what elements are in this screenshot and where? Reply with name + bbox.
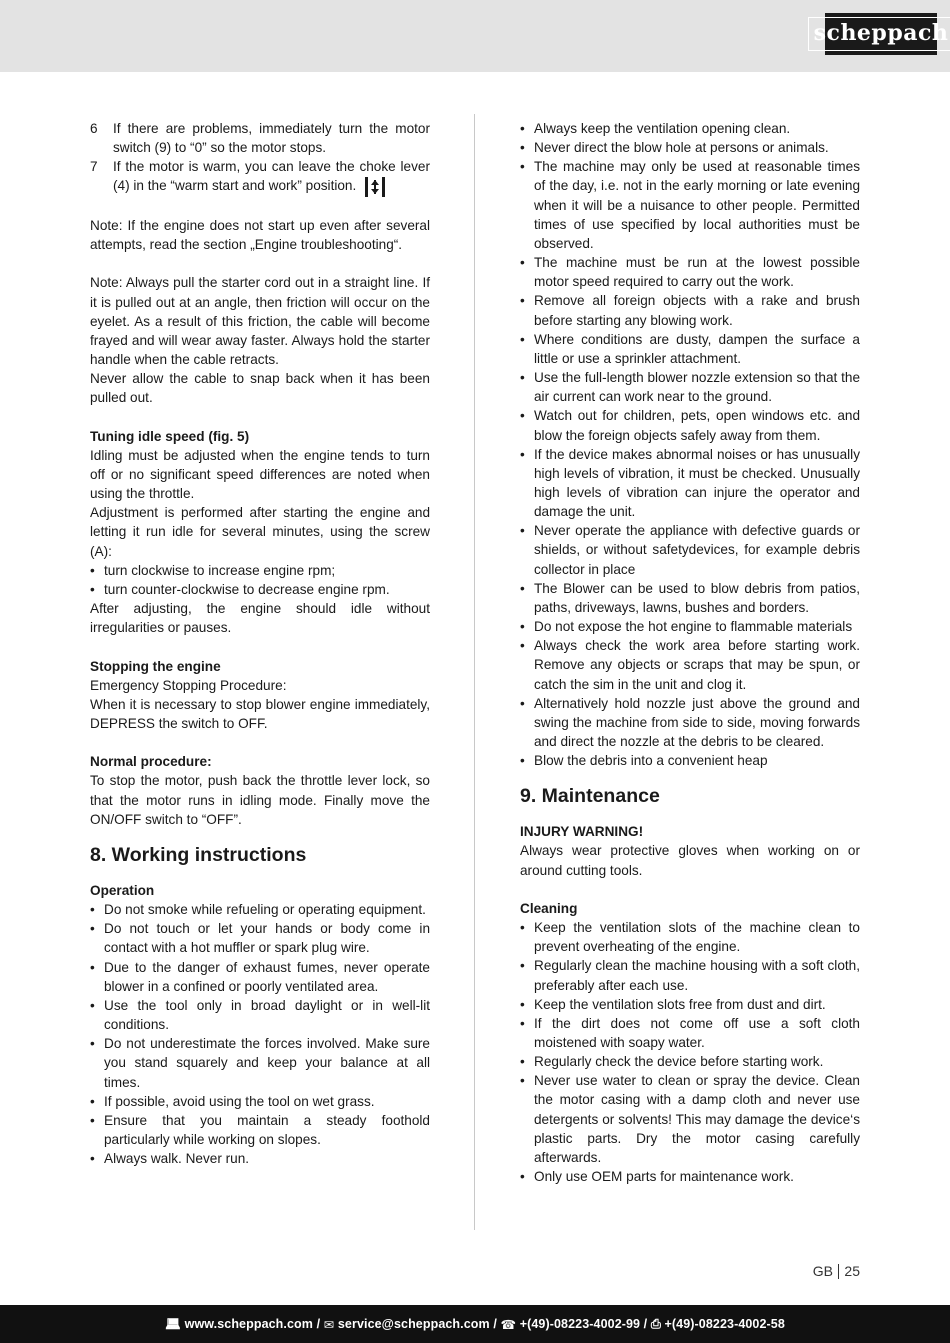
list-item: • Always keep the ventilation opening clean. bbox=[520, 119, 860, 138]
footer-phone: +(49)-08223-4002-99 bbox=[519, 1317, 641, 1331]
list-item: • Due to the danger of exhaust fumes, never operate blower in a confined or poorly ventilated area. bbox=[90, 958, 430, 996]
idle-paragraph: Adjustment is performed after starting the engine and letting it run idle for several minutes, using the screw (A): bbox=[90, 505, 430, 559]
footer-fax: +(49)-08223-4002-58 bbox=[664, 1317, 785, 1331]
step-number: 7 bbox=[90, 159, 98, 175]
idle-paragraph: After adjusting, the engine should idle without irregularities or pauses. bbox=[90, 601, 430, 636]
list-item: • Ensure that you maintain a steady foothold particularly while working on slopes. bbox=[90, 1111, 430, 1149]
list-item: • Do not expose the hot engine to flammable materials bbox=[520, 617, 860, 636]
step-text: If the motor is warm, you can leave the choke lever (4) in the “warm start and work” position. bbox=[113, 159, 430, 194]
cleaning-heading: Cleaning bbox=[520, 900, 578, 916]
step-item bbox=[90, 119, 430, 157]
idle-list bbox=[90, 561, 430, 599]
normal-procedure-heading: Normal procedure: bbox=[90, 754, 212, 770]
list-item: • Never use water to clean or spray the device. Clean the motor casing with a damp cloth and never use detergents or solvents! This may damage the device‘s plastic parts. Dry the motor casing carefully afterwards. bbox=[520, 1071, 860, 1167]
note-paragraph: Never allow the cable to snap back when it has been pulled out. bbox=[90, 371, 430, 406]
list-item: • Only use OEM parts for maintenance work. bbox=[520, 1167, 860, 1186]
list-item: • Never direct the blow hole at persons or animals. bbox=[520, 138, 860, 157]
footer-bar bbox=[0, 1305, 950, 1343]
operation-heading: Operation bbox=[90, 882, 155, 898]
list-item: • Do not smoke while refueling or operating equipment. bbox=[90, 900, 430, 919]
note-paragraph: Note: If the engine does not start up even after several attempts, read the section „Engine troubleshooting“. bbox=[90, 218, 430, 253]
idle-paragraph: Idling must be adjusted when the engine tends to turn off or no significant speed differences are noted when using the throttle. bbox=[90, 447, 430, 502]
footer-email[interactable]: service@scheppach.com bbox=[337, 1317, 490, 1331]
list-item: • Where conditions are dusty, dampen the surface a little or use a sprinkler attachment. bbox=[520, 330, 860, 368]
cleaning-list bbox=[520, 918, 860, 1186]
footer-separator: / bbox=[313, 1317, 324, 1331]
section-9-title: 9. Maintenance bbox=[520, 785, 660, 808]
choke-warm-start-icon bbox=[364, 177, 386, 197]
note-paragraph: Note: Always pull the starter cord out in a straight line. If it is pulled out at an angle, then friction will occur on the eyelet. As a result of this friction, the cable will become frayed and will wear away faster. Always hold the starter handle when the cable retracts. bbox=[90, 275, 430, 368]
list-item: • Use the full-length blower nozzle extension so that the air current can work near to the ground. bbox=[520, 368, 860, 406]
page-number-value: 25 bbox=[844, 1263, 860, 1279]
column-divider bbox=[474, 114, 475, 1230]
language-code: GB bbox=[812, 1263, 833, 1279]
list-item: • Keep the ventilation slots of the machine clean to prevent overheating of the engine. bbox=[520, 918, 860, 956]
list-item: • The machine must be run at the lowest possible motor speed required to carry out the work. bbox=[520, 253, 860, 291]
list-item: • If possible, avoid using the tool on wet grass. bbox=[90, 1092, 430, 1111]
idle-heading: Tuning idle speed (fig. 5) bbox=[90, 428, 250, 444]
list-item: • If the dirt does not come off use a soft cloth moistened with soapy water. bbox=[520, 1014, 860, 1052]
list-item: • Alternatively hold nozzle just above the ground and swing the machine from side to side, moving forwards and direct the nozzle at the debris to be cleared. bbox=[520, 694, 860, 751]
list-item: • Never operate the appliance with defective guards or shields, or without safetydevices, for example debris collector in place bbox=[520, 521, 860, 578]
list-item: • Use the tool only in broad daylight or in well-lit conditions. bbox=[90, 996, 430, 1034]
injury-warning-text: Always wear protective gloves when working on or around cutting tools. bbox=[520, 843, 860, 878]
list-item: • If the device makes abnormal noises or has unusually high levels of vibration, it must be checked. Unusually high levels of vibration can injure the operator and damage the unit. bbox=[520, 445, 860, 522]
list-item: • The machine may only be used at reasonable times of the day, i.e. not in the early morning or late evening when it will be a nuisance to other people. Permitted times of use specified by local authorities must be observed. bbox=[520, 157, 860, 253]
list-item: • Blow the debris into a convenient heap bbox=[520, 751, 860, 770]
injury-warning-heading: INJURY WARNING! bbox=[520, 824, 644, 840]
list-item: • turn counter-clockwise to decrease engine rpm. bbox=[90, 580, 430, 599]
list-item: • Always check the work area before starting work. Remove any objects or scraps that may be spun, or catch the sim in the unit and clog it. bbox=[520, 636, 860, 693]
logo-text: scheppach bbox=[808, 17, 950, 51]
operation-list bbox=[90, 900, 430, 1168]
list-item: • Regularly clean the machine housing with a soft cloth, preferably after each use. bbox=[520, 956, 860, 994]
footer-website[interactable]: www.scheppach.com bbox=[184, 1317, 313, 1331]
fax-icon: ⎙ bbox=[650, 1316, 665, 1331]
list-item: • turn clockwise to increase engine rpm; bbox=[90, 561, 430, 580]
stopping-paragraph: When it is necessary to stop blower engine immediately, DEPRESS the switch to OFF. bbox=[90, 696, 430, 732]
section-8-title: 8. Working instructions bbox=[90, 843, 307, 866]
step-text-wrap bbox=[113, 157, 430, 197]
list-item: • Do not underestimate the forces involved. Make sure you stand squarely and keep your balance at all times. bbox=[90, 1034, 430, 1091]
step-item bbox=[90, 157, 430, 197]
list-item: • Always walk. Never run. bbox=[90, 1149, 430, 1168]
list-item: • Remove all foreign objects with a rake and brush before starting any blowing work. bbox=[520, 291, 860, 329]
footer-separator: / bbox=[640, 1317, 651, 1331]
scheppach-logo bbox=[813, 13, 949, 55]
footer-separator: / bbox=[489, 1317, 501, 1331]
stopping-paragraph: Emergency Stopping Procedure: bbox=[90, 677, 287, 693]
list-item: • Regularly check the device before starting work. bbox=[520, 1052, 860, 1071]
stopping-heading: Stopping the engine bbox=[90, 658, 221, 674]
list-item: • Keep the ventilation slots free from dust and dirt. bbox=[520, 995, 860, 1014]
phone-icon: ☎ bbox=[500, 1317, 520, 1332]
page-number-separator bbox=[838, 1264, 840, 1279]
step-number: 6 bbox=[90, 121, 98, 136]
list-item: • Do not touch or let your hands or body come in contact with a hot muffler or spark plug wire. bbox=[90, 919, 430, 957]
mail-icon: ✉ bbox=[323, 1317, 338, 1332]
left-column bbox=[90, 119, 430, 1168]
normal-procedure-paragraph: To stop the motor, push back the throttle lever lock, so that the motor runs in idling mode. Finally move the ON/OFF switch to “OFF”. bbox=[90, 773, 430, 827]
list-item: • Watch out for children, pets, open windows etc. and blow the foreign objects safely away from them. bbox=[520, 406, 860, 444]
right-column bbox=[520, 119, 860, 1186]
computer-icon: 💻︎ bbox=[165, 1316, 185, 1331]
safety-list bbox=[520, 119, 860, 770]
page-number bbox=[813, 1263, 860, 1281]
step-text: If there are problems, immediately turn the motor switch (9) to “0” so the motor stops. bbox=[113, 121, 430, 156]
list-item: • The Blower can be used to blow debris from patios, paths, driveways, lawns, bushes and borders. bbox=[520, 579, 860, 617]
